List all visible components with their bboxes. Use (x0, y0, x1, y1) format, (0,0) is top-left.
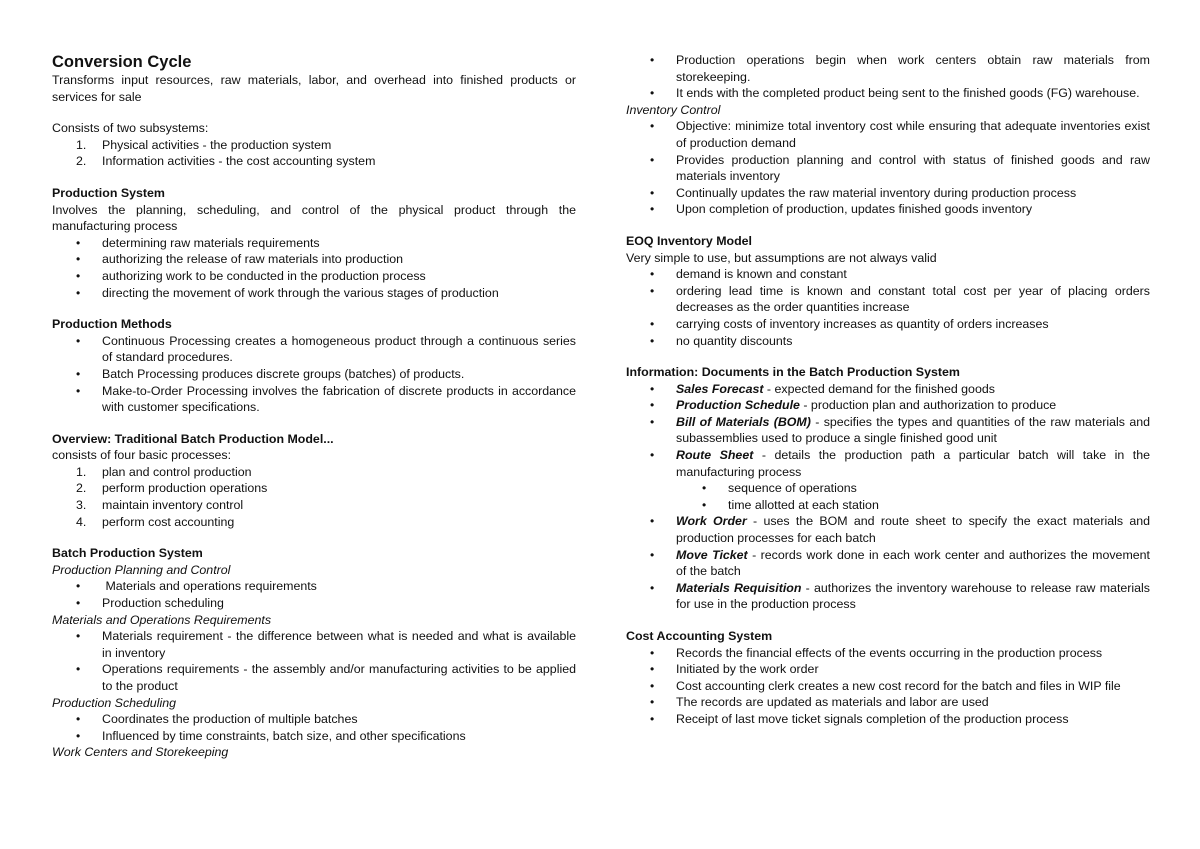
term-sales-forecast: Sales Forecast (676, 381, 764, 396)
list-item: • carrying costs of inventory increases as quantity of orders increases (626, 316, 1150, 333)
ppc-list (52, 578, 576, 611)
list-item: • Move Ticket - records work done in each work center and authorizes the movement of the batch (626, 547, 1150, 580)
list-item: • Work Order - uses the BOM and route sheet to specify the exact materials and production processes for each batch (626, 513, 1150, 546)
page-title: Conversion Cycle (52, 53, 192, 71)
list-item: • Continually updates the raw material inventory during production process (626, 185, 1150, 202)
list-item: • Bill of Materials (BOM) - specifies the types and quantities of the raw materials and subassemblies used to produce a single finished good unit (626, 414, 1150, 447)
eoq-lead: Very simple to use, but assumptions are not always valid (626, 250, 937, 265)
section-heading-batch-production: Batch Production System (52, 546, 203, 561)
eoq-list (626, 266, 1150, 349)
term-bom: Bill of Materials (BOM) (676, 414, 811, 429)
list-item: • Production operations begin when work centers obtain raw materials from storekeeping. (626, 52, 1150, 85)
list-item: • Objective: minimize total inventory cost while ensuring that adequate inventories exist of production demand (626, 118, 1150, 151)
subheading-ppc: Production Planning and Control (52, 562, 231, 577)
ps-list (52, 711, 576, 744)
section-heading-overview: Overview: Traditional Batch Production Model... (52, 431, 334, 446)
list-item: 2. Information activities - the cost accounting system (76, 154, 376, 169)
list-item: • Materials requirement - the difference between what is needed and what is available in inventory (52, 628, 576, 661)
list-item: • determining raw materials requirements (52, 235, 576, 252)
list-item: • sequence of operations (626, 480, 1150, 497)
list-item: • Initiated by the work order (626, 661, 1150, 678)
subsystems-lead: Consists of two subsystems: (52, 121, 209, 136)
section-heading-documents: Information: Documents in the Batch Production System (626, 365, 960, 380)
term-move-ticket: Move Ticket (676, 547, 748, 562)
documents-list (626, 381, 1154, 481)
list-item: 4. perform cost accounting (76, 514, 235, 529)
section-heading-cost-accounting: Cost Accounting System (626, 629, 773, 643)
list-item: • time allotted at each station (626, 497, 1150, 514)
documents-list-continued (626, 513, 1154, 613)
list-item: • Influenced by time constraints, batch size, and other specifications (52, 728, 576, 745)
section-heading-eoq: EOQ Inventory Model (626, 233, 752, 248)
list-item: • Operations requirements - the assembly and/or manufacturing activities to be applied to the product (52, 661, 576, 694)
list-item: • Production scheduling (52, 595, 576, 612)
list-item: • Sales Forecast - expected demand for the finished goods (626, 381, 1150, 398)
list-item: • Continuous Processing creates a homogeneous product through a continuous series of standard procedures. (52, 333, 576, 366)
cost-accounting-list (626, 645, 1150, 728)
list-item: • The records are updated as materials and labor are used (626, 694, 1150, 711)
term-production-schedule: Production Schedule (676, 398, 800, 413)
list-item: • Receipt of last move ticket signals completion of the production process (626, 711, 1150, 728)
list-item: • Cost accounting clerk creates a new cost record for the batch and files in WIP file (626, 678, 1150, 695)
mor-list (52, 628, 576, 694)
list-item: • authorizing work to be conducted in the production process (52, 268, 576, 285)
subheading-mor: Materials and Operations Requirements (52, 612, 272, 627)
list-item: • Coordinates the production of multiple batches (52, 711, 576, 728)
subheading-ps: Production Scheduling (52, 695, 176, 710)
subheading-inventory-control: Inventory Control (626, 102, 721, 117)
list-item: • Make-to-Order Processing involves the fabrication of discrete products in accordance with customer specifications. (52, 383, 576, 416)
term-work-order: Work Order (676, 514, 747, 529)
list-item: • Route Sheet - details the production path a particular batch will take in the manufacturing process (626, 447, 1150, 480)
intro-text: Transforms input resources, raw materials, labor, and overhead into finished products or services for sale (52, 73, 576, 104)
route-sheet-sublist (626, 480, 1150, 513)
section-heading-production-system: Production System (52, 185, 165, 200)
inventory-control-list (626, 118, 1150, 218)
left-column (52, 52, 576, 761)
list-item: 1. Physical activities - the production system (76, 137, 332, 152)
list-item: • authorizing the release of raw materials into production (52, 251, 576, 268)
wcs-list (626, 52, 1150, 102)
section-heading-production-methods: Production Methods (52, 317, 172, 332)
list-item: • Upon completion of production, updates finished goods inventory (626, 201, 1150, 218)
production-system-list (52, 235, 576, 301)
list-item: • Records the financial effects of the events occurring in the production process (626, 645, 1150, 662)
list-item: • It ends with the completed product being sent to the finished goods (FG) warehouse. (626, 85, 1150, 102)
list-item: • ordering lead time is known and constant total cost per year of placing orders decreases as the order quantities increase (626, 283, 1150, 316)
list-item: • Materials and operations requirements (52, 578, 576, 595)
overview-list (52, 464, 576, 530)
list-item: • Production Schedule - production plan and authorization to produce (626, 397, 1150, 414)
list-item: 2. perform production operations (76, 481, 268, 496)
subheading-wcs: Work Centers and Storekeeping (52, 745, 229, 760)
overview-lead: consists of four basic processes: (52, 448, 232, 463)
right-column (626, 52, 1154, 728)
list-item: • no quantity discounts (626, 333, 1150, 350)
production-system-text: Involves the planning, scheduling, and control of the physical product through the manufacturing process (52, 202, 576, 234)
term-route-sheet: Route Sheet (676, 448, 754, 463)
term-materials-requisition: Materials Requisition (676, 580, 802, 595)
list-item: • Provides production planning and control with status of finished goods and raw materials inventory (626, 152, 1150, 185)
subsystems-list (52, 137, 576, 170)
list-item: 3. maintain inventory control (76, 498, 244, 513)
list-item: 1. plan and control production (76, 464, 252, 479)
list-item: • directing the movement of work through the various stages of production (52, 285, 576, 302)
list-item: • Materials Requisition - authorizes the inventory warehouse to release raw materials for use in the production process (626, 580, 1150, 613)
production-methods-list (52, 333, 576, 416)
list-item: • Batch Processing produces discrete groups (batches) of products. (52, 366, 576, 383)
list-item: • demand is known and constant (626, 266, 1150, 283)
